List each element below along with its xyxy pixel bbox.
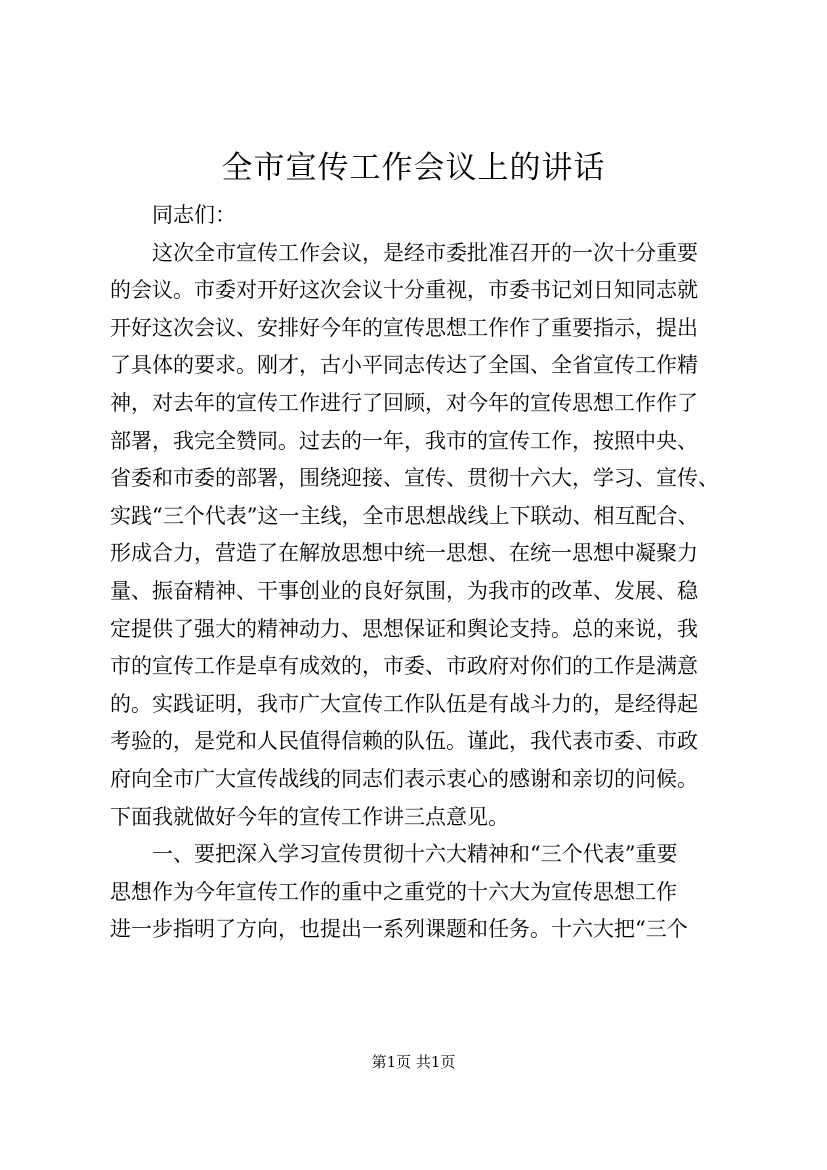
document-title: 全市宣传工作会议上的讲话	[221, 150, 606, 186]
paragraph-line: 思想作为今年宣传工作的重中之重党的十六大为宣传思想工作	[110, 879, 677, 904]
paragraph-line: 省委和市委的部署，围绕迎接、宣传、贯彻十六大，学习、宣传、	[110, 466, 719, 491]
paragraph-line: 部署，我完全赞同。过去的一年，我市的宣传工作，按照中央、	[110, 428, 698, 453]
paragraph-line: 下面我就做好今年的宣传工作讲三点意见。	[110, 804, 509, 829]
document-body	[110, 197, 735, 949]
paragraph-line: 进一步指明了方向，也提出一系列课题和任务。十六大把“三个	[110, 917, 688, 942]
paragraph-line: 开好这次会议、安排好今年的宣传思想工作作了重要指示，提出	[110, 315, 698, 340]
paragraph-line: 实践“三个代表”这一主线，全市思想战线上下联动、相互配合、	[110, 503, 699, 528]
paragraph-line: 量、振奋精神、干事创业的良好氛围，为我市的改革、发展、稳	[110, 578, 698, 603]
paragraph-line: 了具体的要求。刚才，古小平同志传达了全国、全省宣传工作精	[110, 353, 698, 378]
page-number-footer: 第1页 共1页	[371, 1053, 456, 1071]
paragraph-line: 形成合力，营造了在解放思想中统一思想、在统一思想中凝聚力	[110, 541, 698, 566]
salutation: 同志们：	[152, 203, 236, 227]
paragraph-line: 的。实践证明，我市广大宣传工作队伍是有战斗力的，是经得起	[110, 691, 698, 716]
section-heading-line: 一、要把深入学习宣传贯彻十六大精神和“三个代表”重要	[152, 842, 678, 867]
paragraph-line: 定提供了强大的精神动力、思想保证和舆论支持。总的来说，我	[110, 616, 698, 641]
paragraph-line: 神，对去年的宣传工作进行了回顾，对今年的宣传思想工作作了	[110, 390, 698, 415]
paragraph-line: 市的宣传工作是卓有成效的，市委、市政府对你们的工作是满意	[110, 654, 698, 679]
paragraph-line: 府向全市广大宣传战线的同志们表示衷心的感谢和亲切的问候。	[110, 766, 698, 791]
paragraph-line: 的会议。市委对开好这次会议十分重视，市委书记刘日知同志就	[110, 278, 698, 303]
paragraph-line: 考验的，是党和人民值得信赖的队伍。谨此，我代表市委、市政	[110, 729, 698, 754]
paragraph-line: 这次全市宣传工作会议，是经市委批准召开的一次十分重要	[152, 240, 698, 265]
